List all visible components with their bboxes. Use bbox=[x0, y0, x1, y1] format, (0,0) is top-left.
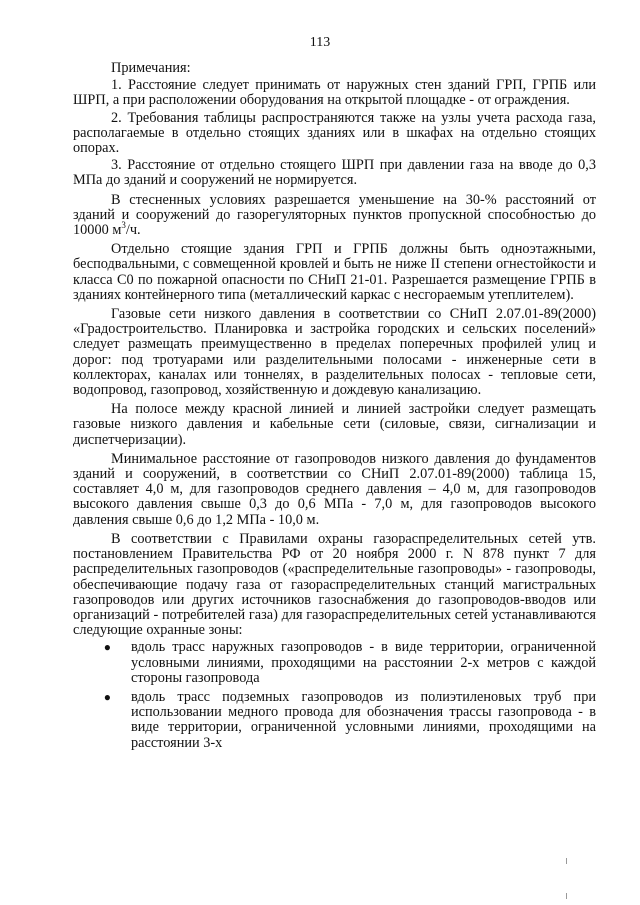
cramped-text: В стесненных условиях разрешается уменьшение на 30-% расстояний от зданий и сооружений до газорегуляторных пунктов пропускной способностью до 10000 м bbox=[73, 191, 596, 239]
note-3: 3. Расстояние от отдельно стоящего ШРП при давлении газа на вводе до 0,3 МПа до зданий и сооружений не нормируется. bbox=[73, 157, 596, 189]
paragraph-low-pressure-networks: Газовые сети низкого давления в соответствии со СНиП 2.07.01-89(2000) «Градостроительство. Планировка и застройка городских и сельских поселений» следует размещать преимущественно в пределах поперечных профилей улиц и дорог: под тротуарами или разделительными полосами - инженерные сети в коллекторах, каналах или тоннелях, в разделительных полосах - тепловые сети, водопровод, газопровод, хозяйственную и дождевую канализацию. bbox=[73, 306, 596, 399]
scan-mark bbox=[566, 893, 567, 899]
notes-heading: Примечания: bbox=[111, 60, 191, 76]
bullet-dot-icon: ● bbox=[103, 689, 111, 704]
paragraph-standalone-buildings: Отдельно стоящие здания ГРП и ГРПБ должны быть одноэтажными, бесподвальными, с совмещенной кровлей и быть не ниже II степени огнестойкости и класса С0 по пожарной опасности по СНиП 21-01. Разрешается размещение ГРПБ в зданиях контейнерного типа (металлический каркас с несгораемым утеплителем). bbox=[73, 241, 596, 303]
bullet-item-underground-pipelines bbox=[73, 690, 596, 751]
paragraph-minimal-distance: Минимальное расстояние от газопроводов низкого давления до фундаментов зданий и сооружений, в соответствии со СНиП 2.07.01-89(2000) таблица 15, составляет 4,0 м, для газопроводов среднего давления – 4,0 м, для газопроводов высокого давления свыше 0,3 до 0,6 МПа - 7,0 м, для газопроводов высокого давления свыше 0,6 до 1,2 МПа - 10,0 м. bbox=[73, 450, 596, 528]
paragraph-protection-rules: В соответствии с Правилами охраны газораспределительных сетей утв. постановлением Правительства РФ от 20 ноября 2000 г. N 878 пункт 7 для распределительных газопроводов («распределительные газопроводы» - газопроводы, обеспечивающие подачу газа от газораспределительных станций магистральных газопроводов или других источников газоснабжения до газопроводов-вводов или организаций - потребителей газа) для газораспределительных сетей устанавливаются следующие охранные зоны: bbox=[73, 530, 596, 639]
cramped-text-unit: /ч. bbox=[125, 222, 141, 239]
bullet-text: вдоль трасс наружных газопроводов - в виде территории, ограниченной условными линиями, проходящими на расстоянии 2-х метров с каждой стороны газопровода bbox=[131, 639, 596, 686]
page-number: 113 bbox=[309, 35, 331, 50]
body-text bbox=[73, 61, 596, 755]
paragraph-red-line-strip: На полосе между красной линией и линией застройки следует размещать газовые низкого давления и кабельные сети (силовые, связи, сигнализации и диспетчеризации). bbox=[73, 401, 596, 448]
note-1: 1. Расстояние следует принимать от наружных стен зданий ГРП, ГРПБ или ШРП, а при расположении оборудования на открытой площадке - от ограждения. bbox=[73, 77, 596, 109]
scan-mark bbox=[566, 858, 567, 864]
bullet-text: вдоль трасс подземных газопроводов из полиэтиленовых труб при использовании медного провода для обозначения трассы газопровода - в виде территории, ограниченной условными линиями, проходящими на расстоянии 3-х bbox=[131, 688, 596, 751]
cubic-superscript: 3 bbox=[121, 220, 126, 231]
bullet-dot-icon: ● bbox=[103, 640, 111, 655]
bullet-item-outdoor-pipelines bbox=[73, 640, 596, 686]
note-2: 2. Требования таблицы распространяются также на узлы учета расхода газа, располагаемые в отдельно стоящих зданиях или в шкафах на отдельно стоящих опорах. bbox=[73, 109, 596, 157]
paragraph-cramped-conditions bbox=[73, 193, 596, 239]
